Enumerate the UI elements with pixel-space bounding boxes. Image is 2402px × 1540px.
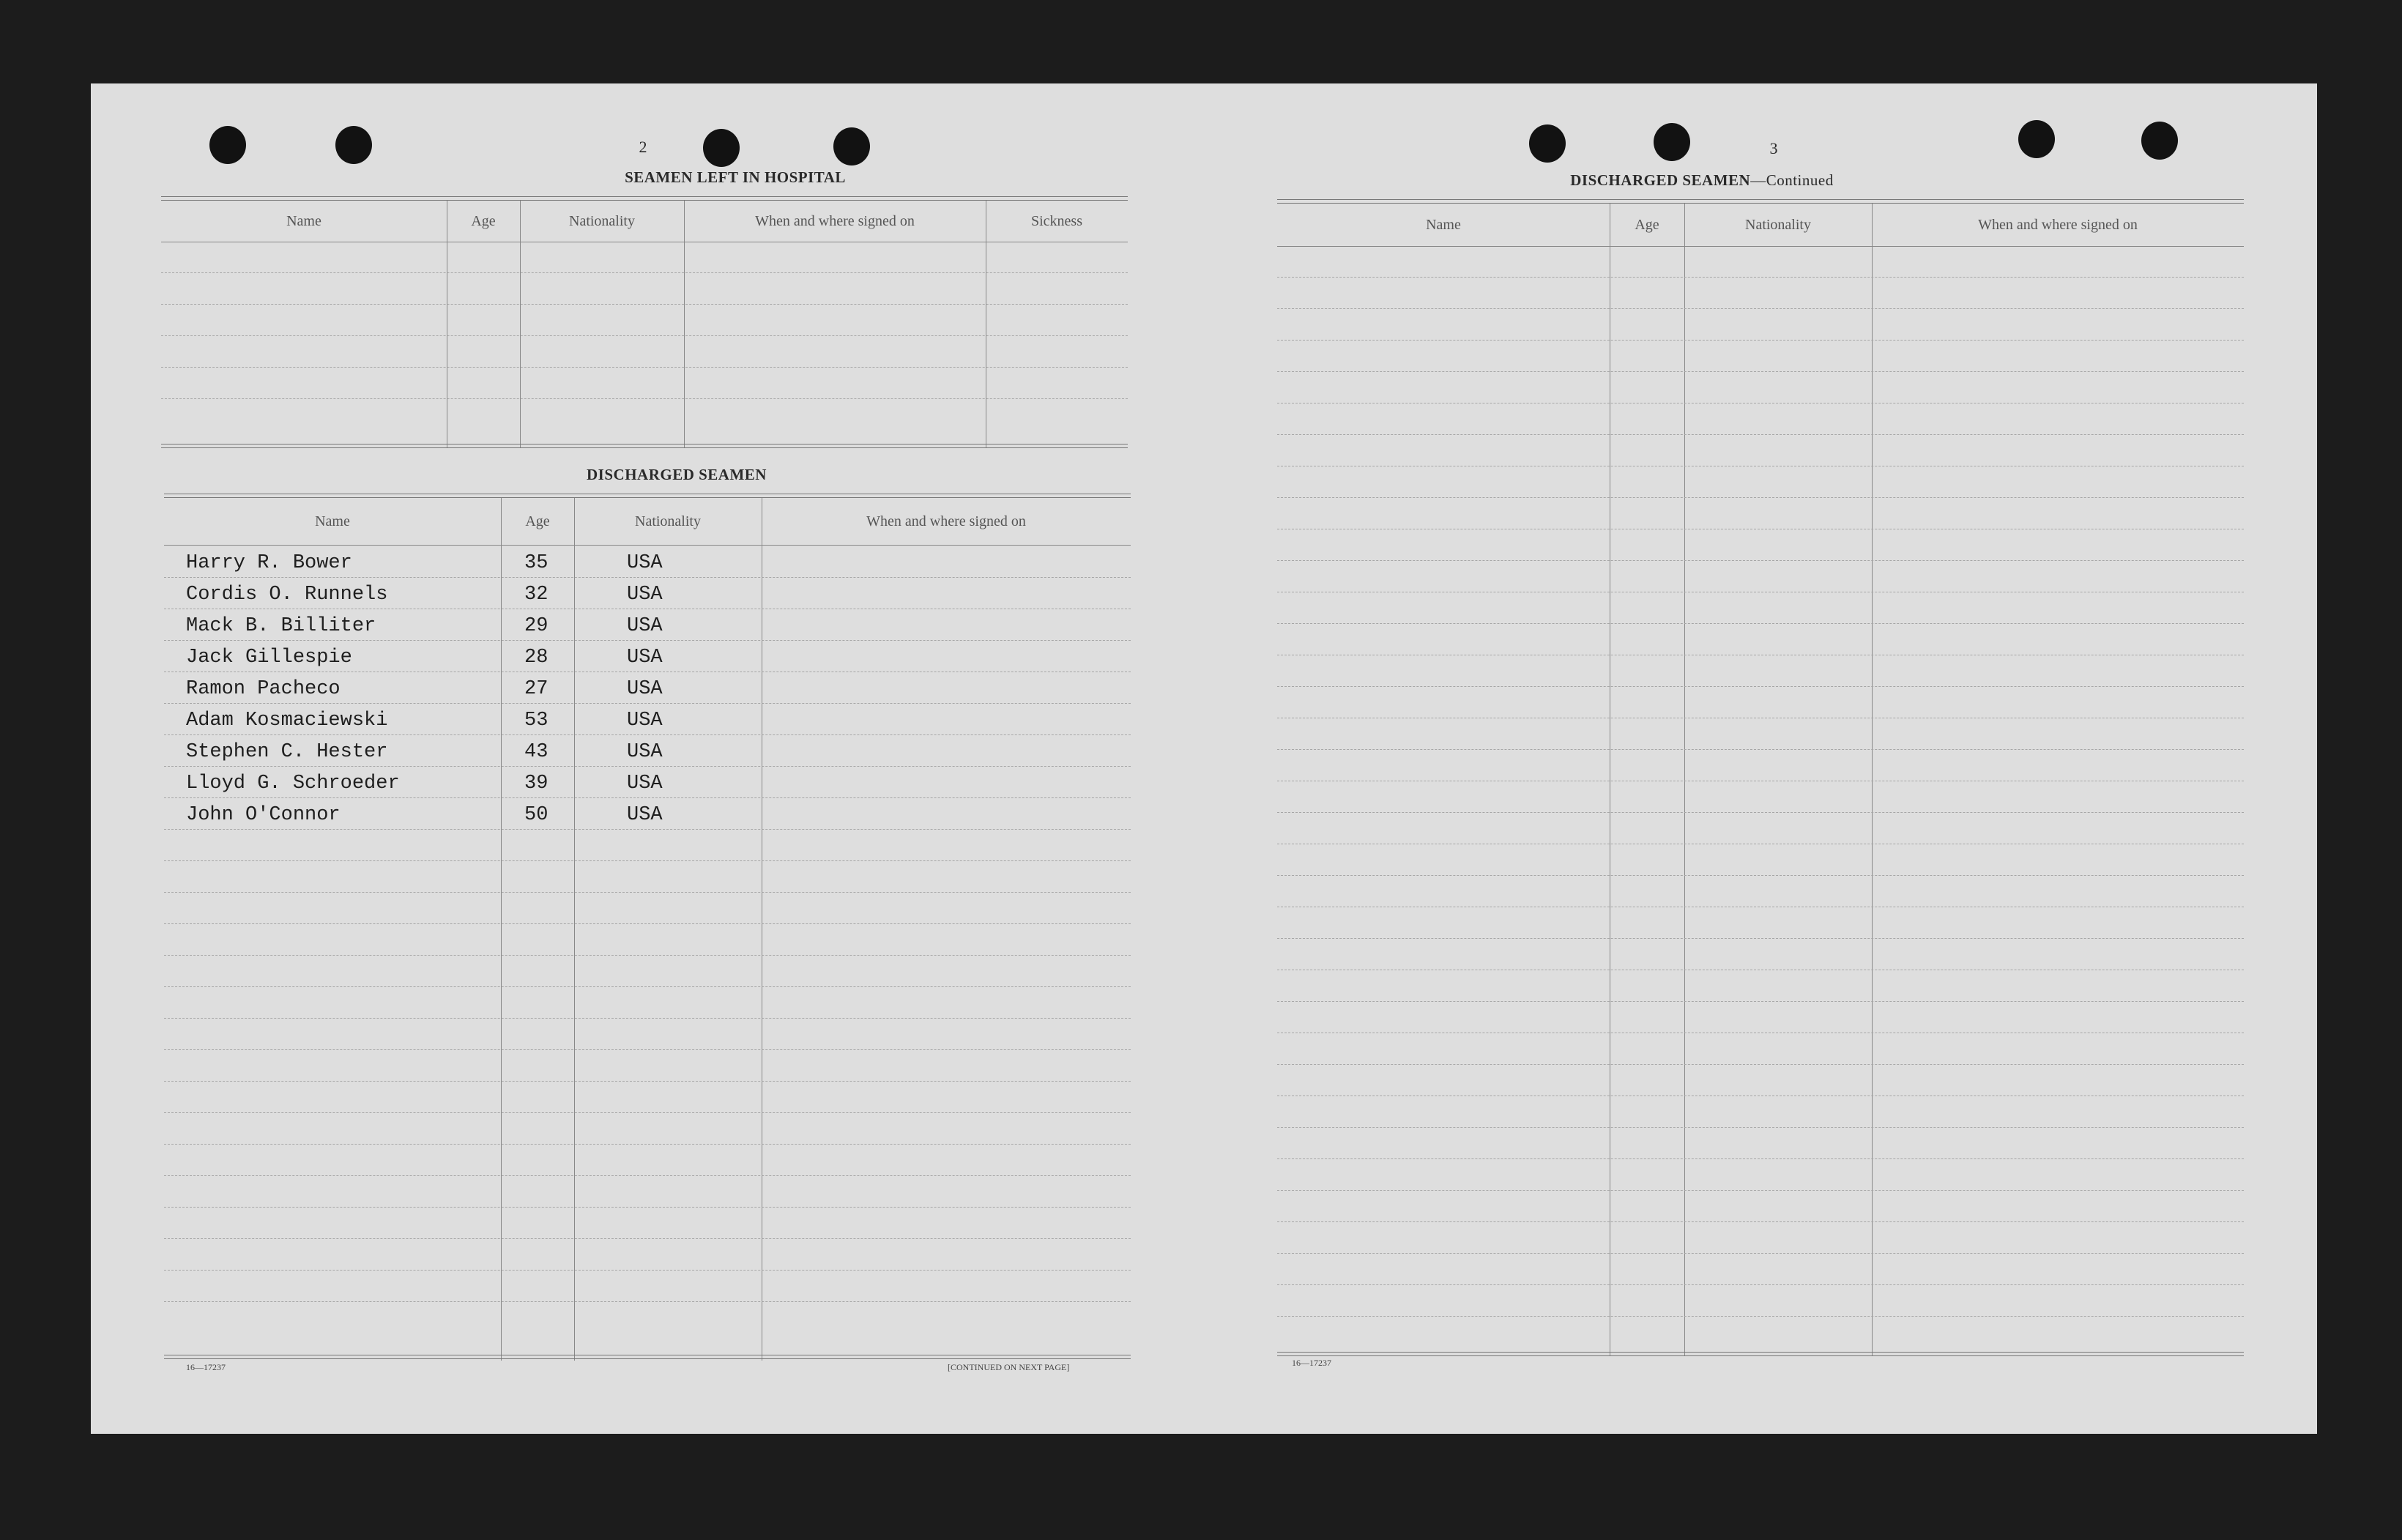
table-row bbox=[1277, 1317, 2244, 1350]
table-row bbox=[1277, 1285, 2244, 1317]
discharged-section-title: DISCHARGED SEAMEN bbox=[587, 466, 767, 483]
table-row bbox=[164, 798, 1131, 830]
table-row bbox=[164, 1145, 1131, 1176]
table-row bbox=[1277, 1033, 2244, 1065]
table-row bbox=[164, 1302, 1131, 1333]
punch-hole bbox=[335, 126, 372, 164]
seaman-age: 53 bbox=[524, 710, 549, 732]
table-row bbox=[1277, 876, 2244, 907]
table-row bbox=[164, 609, 1131, 641]
punch-hole bbox=[209, 126, 246, 164]
seaman-name: Harry R. Bower bbox=[186, 552, 352, 574]
table-row bbox=[1277, 1159, 2244, 1191]
seaman-age: 35 bbox=[524, 552, 549, 574]
seaman-name: Mack B. Billiter bbox=[186, 615, 376, 637]
table-row bbox=[1277, 498, 2244, 529]
table-row bbox=[164, 578, 1131, 609]
right-page bbox=[1219, 83, 2317, 1434]
table-row bbox=[164, 1176, 1131, 1208]
punch-hole bbox=[2141, 122, 2178, 160]
table-row bbox=[1277, 970, 2244, 1002]
table-row bbox=[161, 242, 1128, 273]
table-row bbox=[164, 956, 1131, 987]
table-row bbox=[1277, 750, 2244, 781]
table-row bbox=[1277, 1254, 2244, 1285]
seaman-nationality: USA bbox=[627, 773, 663, 795]
section-title-main: DISCHARGED SEAMEN bbox=[1570, 171, 1751, 189]
table-row bbox=[164, 704, 1131, 735]
punch-hole bbox=[2018, 120, 2055, 158]
table-row bbox=[164, 1113, 1131, 1145]
table-row bbox=[1277, 939, 2244, 970]
table-row bbox=[1277, 341, 2244, 372]
column-header-age: Age bbox=[525, 513, 550, 529]
punch-hole bbox=[833, 127, 870, 165]
table-row bbox=[1277, 1002, 2244, 1033]
table-row bbox=[1277, 435, 2244, 466]
column-header-signed-on: When and where signed on bbox=[866, 513, 1026, 529]
continued-note: [CONTINUED ON NEXT PAGE] bbox=[948, 1362, 1070, 1372]
table-bottom-rule bbox=[1277, 1352, 2244, 1356]
table-row bbox=[1277, 278, 2244, 309]
table-row bbox=[164, 546, 1131, 578]
hospital-table bbox=[161, 196, 1128, 448]
table-row bbox=[164, 1019, 1131, 1050]
table-row bbox=[1277, 718, 2244, 750]
table-row bbox=[164, 1082, 1131, 1113]
table-row bbox=[1277, 372, 2244, 403]
table-row bbox=[1277, 1065, 2244, 1096]
seaman-nationality: USA bbox=[627, 615, 663, 637]
seaman-name: John O'Connor bbox=[186, 804, 341, 826]
table-row bbox=[1277, 655, 2244, 687]
punch-hole bbox=[1654, 123, 1690, 161]
table-row bbox=[164, 830, 1131, 861]
column-header-nationality: Nationality bbox=[1745, 216, 1811, 233]
table-row bbox=[164, 672, 1131, 704]
form-number: 16—17237 bbox=[186, 1362, 226, 1372]
seaman-name: Cordis O. Runnels bbox=[186, 584, 388, 606]
table-bottom-rule bbox=[161, 444, 1128, 448]
table-row bbox=[1277, 781, 2244, 813]
table-row bbox=[161, 273, 1128, 305]
table-row bbox=[164, 893, 1131, 924]
column-header-name: Name bbox=[286, 212, 321, 229]
hospital-section-title: SEAMEN LEFT IN HOSPITAL bbox=[625, 168, 846, 186]
seaman-name: Jack Gillespie bbox=[186, 647, 352, 669]
column-header-signed-on: When and where signed on bbox=[755, 212, 915, 229]
seaman-name: Ramon Pacheco bbox=[186, 678, 341, 700]
column-header-signed-on: When and where signed on bbox=[1978, 216, 2138, 233]
table-row bbox=[161, 368, 1128, 399]
table-row bbox=[1277, 592, 2244, 624]
table-row bbox=[164, 641, 1131, 672]
table-row bbox=[164, 1208, 1131, 1239]
document-spread bbox=[91, 83, 2317, 1434]
seaman-name: Adam Kosmaciewski bbox=[186, 710, 388, 732]
table-header bbox=[164, 498, 1131, 546]
left-page bbox=[91, 83, 1175, 1434]
page-number: 3 bbox=[1769, 139, 1778, 157]
table-row bbox=[161, 399, 1128, 439]
table-row bbox=[1277, 813, 2244, 844]
column-header-sickness: Sickness bbox=[1031, 212, 1082, 229]
table-row bbox=[161, 336, 1128, 368]
table-row bbox=[1277, 624, 2244, 655]
column-header-name: Name bbox=[315, 513, 350, 529]
column-header-name: Name bbox=[1426, 216, 1461, 233]
seaman-nationality: USA bbox=[627, 678, 663, 700]
table-row bbox=[1277, 403, 2244, 435]
punch-hole bbox=[1529, 124, 1566, 163]
seaman-age: 32 bbox=[524, 584, 549, 606]
seaman-nationality: USA bbox=[627, 710, 663, 732]
table-row bbox=[1277, 844, 2244, 876]
discharged-continued-title bbox=[1424, 171, 1980, 190]
form-number: 16—17237 bbox=[1292, 1358, 1331, 1368]
table-header bbox=[161, 201, 1128, 242]
seaman-nationality: USA bbox=[627, 741, 663, 763]
table-row bbox=[1277, 561, 2244, 592]
table-row bbox=[1277, 1222, 2244, 1254]
seaman-age: 39 bbox=[524, 773, 549, 795]
table-row bbox=[1277, 1096, 2244, 1128]
table-row bbox=[1277, 1191, 2244, 1222]
column-header-nationality: Nationality bbox=[569, 212, 635, 229]
table-row bbox=[164, 1271, 1131, 1302]
seaman-age: 29 bbox=[524, 615, 549, 637]
table-row bbox=[164, 1239, 1131, 1271]
seaman-name: Stephen C. Hester bbox=[186, 741, 388, 763]
table-row bbox=[164, 987, 1131, 1019]
table-row bbox=[164, 735, 1131, 767]
column-header-age: Age bbox=[471, 212, 496, 229]
table-bottom-rule bbox=[164, 1355, 1131, 1359]
seaman-nationality: USA bbox=[627, 584, 663, 606]
seaman-nationality: USA bbox=[627, 647, 663, 669]
table-row bbox=[1277, 246, 2244, 278]
table-row bbox=[164, 924, 1131, 956]
seaman-age: 27 bbox=[524, 678, 549, 700]
table-header bbox=[1277, 204, 2244, 247]
punch-hole bbox=[703, 129, 740, 167]
column-header-age: Age bbox=[1635, 216, 1659, 233]
table-row bbox=[164, 767, 1131, 798]
seaman-age: 28 bbox=[524, 647, 549, 669]
discharged-continued-table bbox=[1277, 199, 2244, 1356]
table-row bbox=[1277, 687, 2244, 718]
seaman-age: 43 bbox=[524, 741, 549, 763]
page-number: 2 bbox=[639, 138, 647, 156]
table-row bbox=[1277, 1128, 2244, 1159]
table-row bbox=[1277, 529, 2244, 561]
section-title-suffix: —Continued bbox=[1750, 171, 1834, 189]
seaman-name: Lloyd G. Schroeder bbox=[186, 773, 400, 795]
table-row bbox=[164, 1050, 1131, 1082]
table-row bbox=[1277, 309, 2244, 341]
column-header-nationality: Nationality bbox=[635, 513, 701, 529]
table-row bbox=[1277, 466, 2244, 498]
seaman-nationality: USA bbox=[627, 552, 663, 574]
discharged-table bbox=[164, 494, 1131, 1361]
seaman-nationality: USA bbox=[627, 804, 663, 826]
seaman-age: 50 bbox=[524, 804, 549, 826]
table-row bbox=[1277, 907, 2244, 939]
table-row bbox=[161, 305, 1128, 336]
table-row bbox=[164, 861, 1131, 893]
